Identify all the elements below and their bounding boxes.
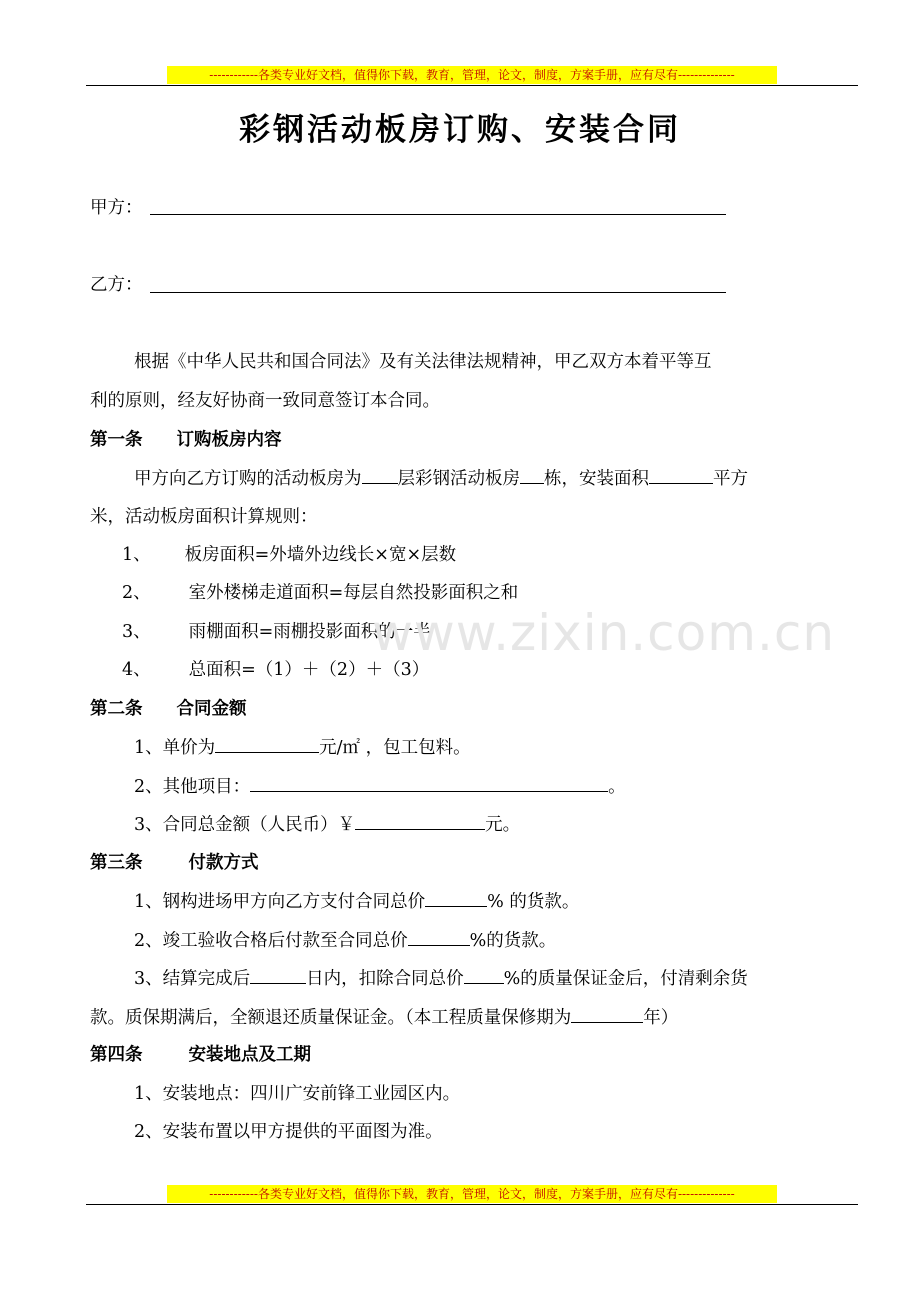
unit-price-blank (215, 735, 319, 753)
party-b-blank (150, 292, 726, 293)
article-1-line-2: 米，活动板房面积计算规则： (90, 507, 318, 527)
article-3-line-4: 款。质保期满后，全额退还质量保证金。（本工程质量保修期为 年） (90, 1005, 678, 1030)
article-2-line-3: 3、合同总金额（人民币）￥ 元。 (134, 812, 520, 837)
days-blank (250, 966, 306, 984)
party-a-blank (150, 214, 726, 215)
article-2-line-2: 2、其他项目： 。 (134, 774, 626, 799)
intro-line-2: 利的原则，经友好协商一致同意签订本合同。 (90, 391, 440, 411)
area-blank (649, 466, 713, 484)
article-2-line-1: 1、单价为 元/㎡ ，包工包料。 (134, 735, 471, 760)
rule-item-1: 1、 板房面积=外墙外边线长×宽×层数 (122, 545, 457, 565)
footer-rule (86, 1204, 858, 1205)
warranty-years-blank (571, 1005, 643, 1023)
other-items-blank (250, 774, 608, 792)
article-number: 第一条 (90, 430, 143, 450)
retention-percent-blank (464, 966, 504, 984)
article-3-line-1: 1、钢构进场甲方向乙方支付合同总价 % 的货款。 (134, 889, 579, 914)
completion-percent-blank (408, 928, 470, 946)
building-count-blank (520, 466, 544, 484)
party-b-label: 乙方： (90, 275, 143, 295)
article-title: 订购板房内容 (176, 430, 282, 450)
article-3-heading: 第三条 付款方式 (90, 853, 259, 873)
rule-item-2: 2、 室外楼梯走道面积=每层自然投影面积之和 (122, 583, 519, 603)
rule-item-3: 3、 雨棚面积=雨棚投影面积的一半 (122, 622, 431, 642)
header-rule (86, 85, 858, 86)
article-1-heading (90, 428, 282, 452)
article-3-line-2: 2、竣工验收合格后付款至合同总价 %的货款。 (134, 928, 556, 953)
rule-item-4: 4、 总面积=（1）＋（2）＋（3） (122, 660, 430, 680)
article-3-line-3: 3、结算完成后 日内，扣除合同总价 %的质量保证金后，付清剩余货 (134, 966, 748, 991)
header-banner: ------------各类专业好文档，值得你下载，教育，管理，论文，制度，方案手册，应有尽有-------------- (167, 66, 777, 84)
floors-blank (362, 466, 398, 484)
article-4-heading: 第四条 安装地点及工期 (90, 1045, 311, 1065)
party-a-label: 甲方： (90, 198, 143, 218)
watermark: www.zixin.com.cn (372, 604, 836, 662)
article-4-line-2: 2、安装布置以甲方提供的平面图为准。 (134, 1122, 443, 1142)
advance-percent-blank (425, 889, 487, 907)
intro-line-1: 根据《中华人民共和国合同法》及有关法律法规精神，甲乙双方本着平等互 (134, 352, 712, 372)
article-2-heading: 第二条 合同金额 (90, 699, 247, 719)
page-title: 彩钢活动板房订购、安装合同 (239, 112, 681, 148)
footer-banner: ------------各类专业好文档，值得你下载，教育，管理，论文，制度，方案手册，应有尽有-------------- (167, 1185, 777, 1203)
article-1-line-1: 甲方向乙方订购的活动板房为 层彩钢活动板房 栋，安装面积 平方 (134, 466, 748, 491)
article-4-line-1: 1、安装地点：四川广安前锋工业园区内。 (134, 1084, 461, 1104)
total-amount-blank (355, 812, 485, 830)
